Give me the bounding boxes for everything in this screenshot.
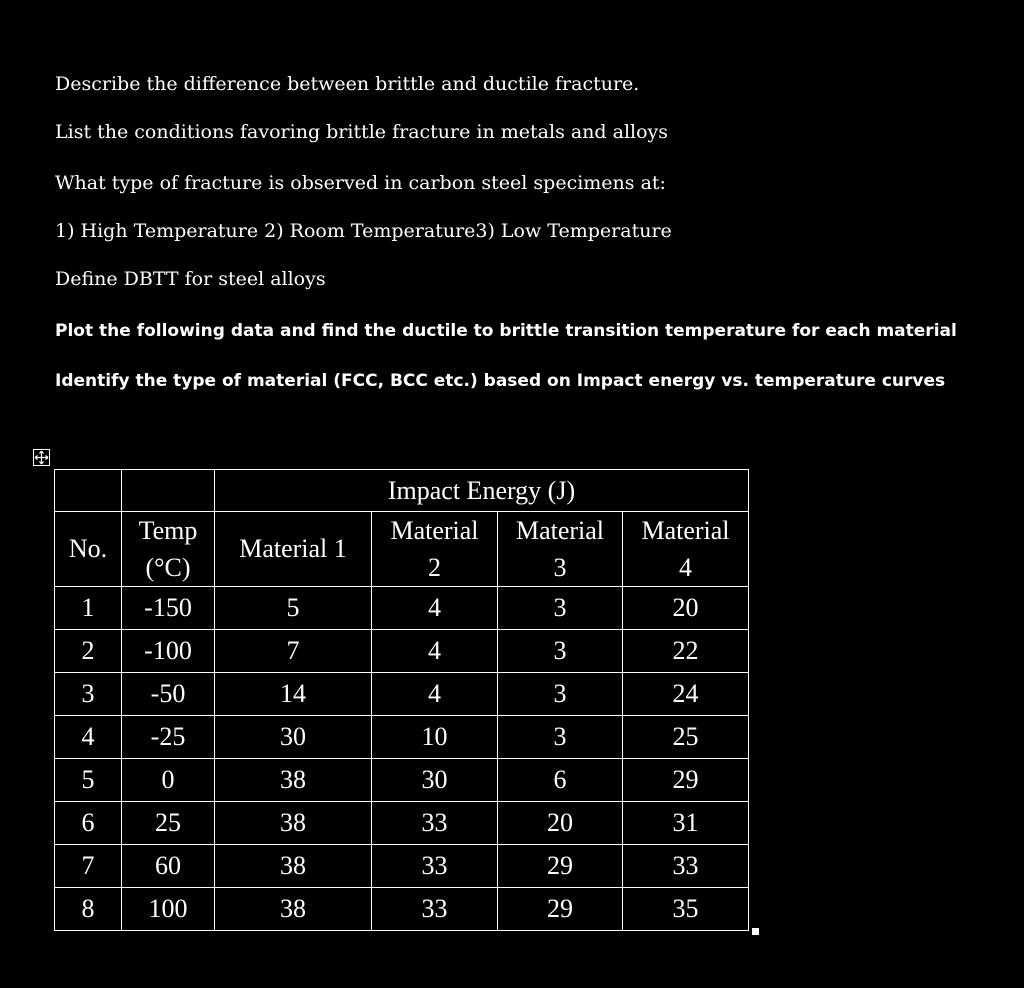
cell-material-3: 3 — [498, 673, 623, 716]
header-material-2-line1: Material — [390, 516, 479, 545]
cell-temp: -50 — [122, 673, 215, 716]
cell-material-1: 30 — [215, 716, 372, 759]
question-7: Identify the type of material (FCC, BCC etc.) based on Impact energy vs. temperature curves — [55, 371, 946, 391]
table-row — [55, 888, 749, 931]
cell-material-1: 38 — [215, 759, 372, 802]
cell-no: 4 — [55, 716, 122, 759]
cell-no: 6 — [55, 802, 122, 845]
cell-material-4: 22 — [623, 630, 749, 673]
cell-temp: 100 — [122, 888, 215, 931]
cell-temp: 0 — [122, 759, 215, 802]
cell-material-2: 4 — [372, 587, 498, 630]
cell-material-4: 31 — [623, 802, 749, 845]
cell-no: 5 — [55, 759, 122, 802]
header-temp-line1: Temp — [138, 516, 198, 545]
table-row — [55, 630, 749, 673]
cell-material-3: 3 — [498, 716, 623, 759]
cell-material-1: 5 — [215, 587, 372, 630]
cell-no: 8 — [55, 888, 122, 931]
move-icon — [34, 450, 49, 465]
table-row — [55, 716, 749, 759]
table-row — [55, 845, 749, 888]
cell-material-3: 6 — [498, 759, 623, 802]
header-material-4-line2: 4 — [679, 553, 692, 582]
cell-material-2: 33 — [372, 888, 498, 931]
cell-material-4: 33 — [623, 845, 749, 888]
cell-material-4: 20 — [623, 587, 749, 630]
header-material-4-line1: Material — [641, 516, 730, 545]
header-material-2 — [372, 512, 498, 587]
cell-material-1: 38 — [215, 888, 372, 931]
question-5: Define DBTT for steel alloys — [55, 268, 326, 290]
cell-material-4: 24 — [623, 673, 749, 716]
table-header-row-1 — [55, 470, 749, 512]
question-4-options: 1) High Temperature 2) Room Temperature3) Low Temperature — [55, 220, 672, 242]
table-header-row-2 — [55, 512, 749, 587]
impact-energy-table — [54, 469, 749, 931]
cell-material-2: 4 — [372, 630, 498, 673]
header-temp — [122, 512, 215, 587]
cell-material-2: 33 — [372, 845, 498, 888]
header-blank-no — [55, 470, 122, 512]
table-move-handle[interactable] — [33, 449, 50, 466]
cell-material-3: 3 — [498, 587, 623, 630]
question-2: List the conditions favoring brittle fracture in metals and alloys — [55, 121, 669, 143]
table-row — [55, 802, 749, 845]
table-row — [55, 759, 749, 802]
cell-temp: -25 — [122, 716, 215, 759]
cell-material-1: 14 — [215, 673, 372, 716]
header-material-1: Material 1 — [215, 512, 372, 587]
cell-material-1: 7 — [215, 630, 372, 673]
cell-material-3: 29 — [498, 845, 623, 888]
cell-material-3: 3 — [498, 630, 623, 673]
question-3: What type of fracture is observed in carbon steel specimens at: — [55, 172, 666, 194]
cell-material-1: 38 — [215, 845, 372, 888]
cell-temp: -150 — [122, 587, 215, 630]
cell-no: 2 — [55, 630, 122, 673]
cell-temp: 60 — [122, 845, 215, 888]
cell-material-4: 29 — [623, 759, 749, 802]
cell-no: 1 — [55, 587, 122, 630]
header-no: No. — [55, 512, 122, 587]
cell-material-4: 25 — [623, 716, 749, 759]
header-impact-energy: Impact Energy (J) — [215, 470, 749, 512]
table-row — [55, 673, 749, 716]
header-blank-temp — [122, 470, 215, 512]
cell-no: 3 — [55, 673, 122, 716]
cell-material-3: 29 — [498, 888, 623, 931]
cell-no: 7 — [55, 845, 122, 888]
cell-material-1: 38 — [215, 802, 372, 845]
header-temp-line2: (°C) — [145, 553, 191, 582]
header-material-3-line2: 3 — [553, 553, 567, 582]
cell-material-2: 4 — [372, 673, 498, 716]
cell-material-2: 30 — [372, 759, 498, 802]
table-row — [55, 587, 749, 630]
cell-material-4: 35 — [623, 888, 749, 931]
question-1: Describe the difference between brittle and ductile fracture. — [55, 73, 640, 95]
header-material-3 — [498, 512, 623, 587]
cell-temp: 25 — [122, 802, 215, 845]
cell-material-3: 20 — [498, 802, 623, 845]
cell-material-2: 10 — [372, 716, 498, 759]
header-material-3-line1: Material — [515, 516, 605, 545]
header-material-2-line2: 2 — [428, 553, 441, 582]
cell-material-2: 33 — [372, 802, 498, 845]
question-6: Plot the following data and find the ductile to brittle transition temperature for each material — [55, 321, 957, 341]
header-material-4 — [623, 512, 749, 587]
cell-temp: -100 — [122, 630, 215, 673]
table-resize-handle[interactable] — [752, 928, 759, 935]
